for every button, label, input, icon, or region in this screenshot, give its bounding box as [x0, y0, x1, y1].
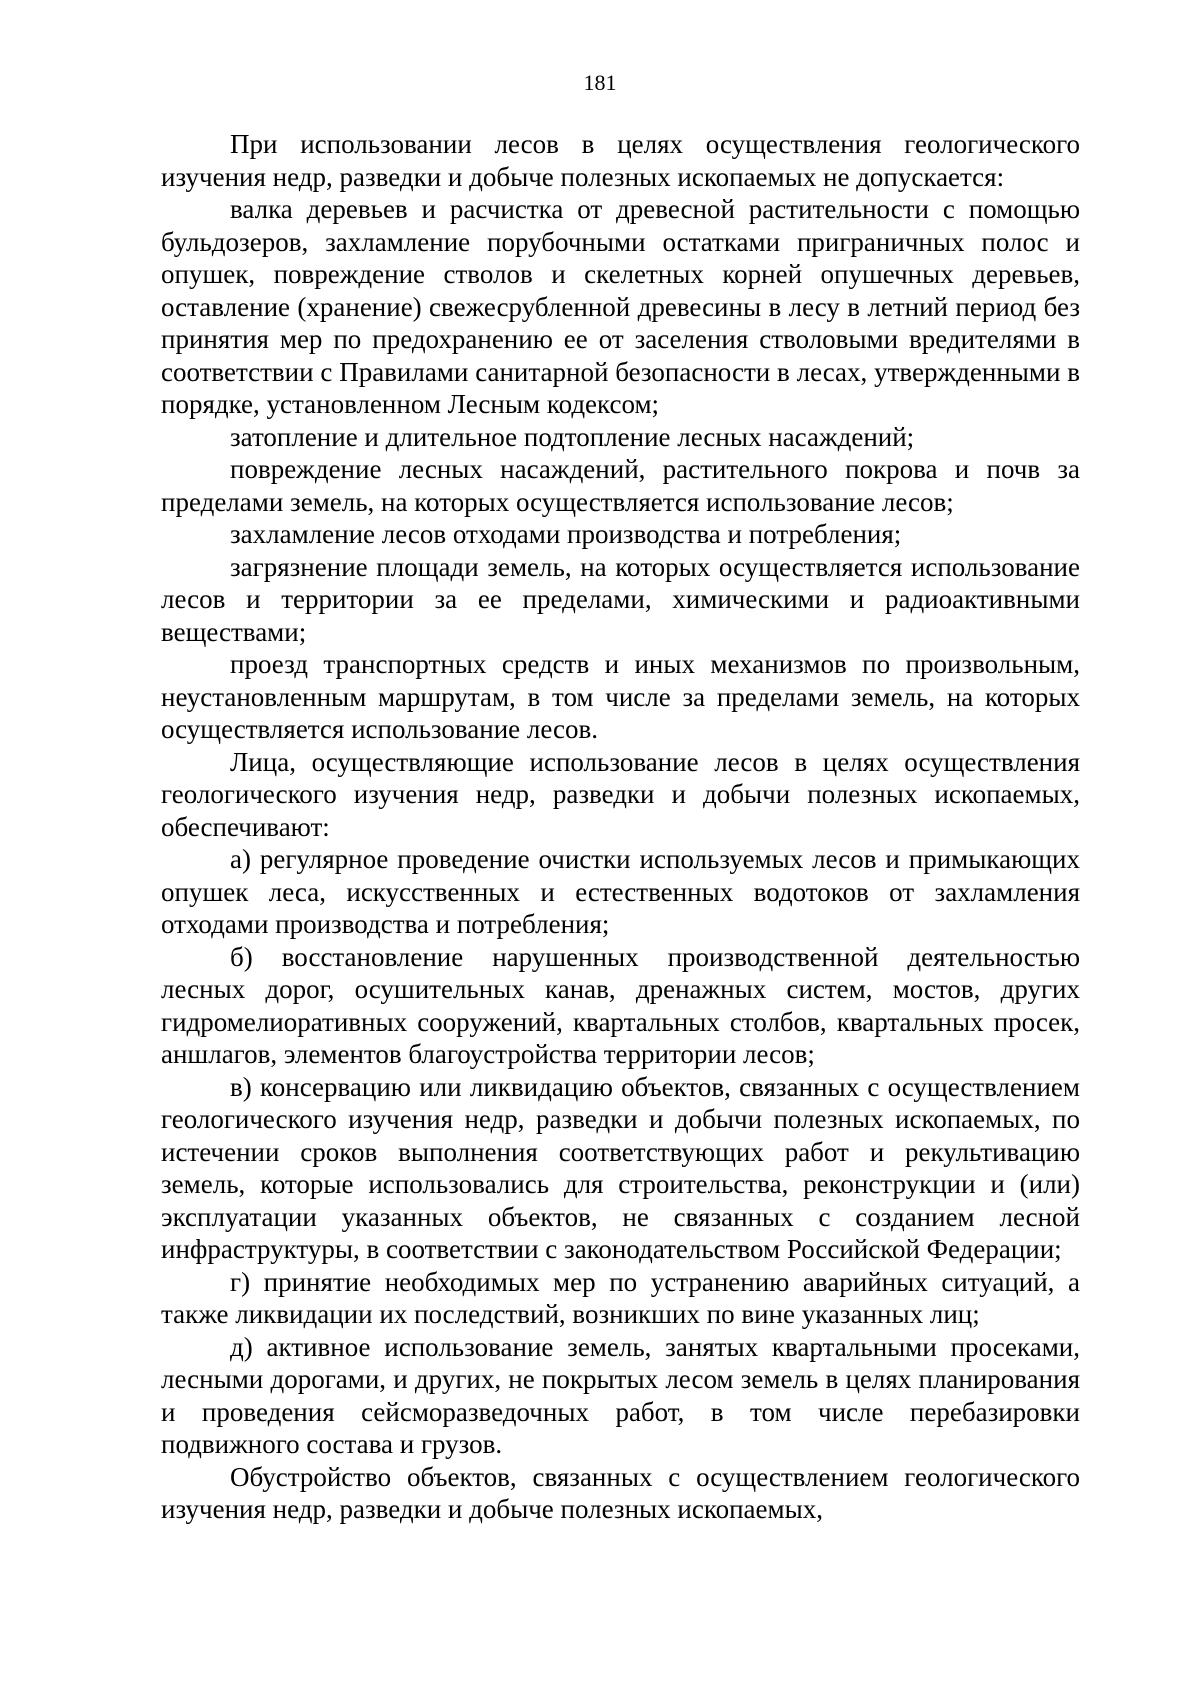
paragraph-construction: Обустройство объектов, связанных с осуществлением геологического изучения недр, разведки и добыче полезных ископаемых, [161, 1461, 1080, 1524]
paragraph-littering: захламление лесов отходами производства и потребления; [230, 519, 902, 549]
paragraph-item-b: б) восстановление нарушенных производственной деятельностью лесных дорог, осушительных канав, дренажных систем, мостов, других гидромелиоративных сооружений, квартальных столбов, квартальных просек, аншлагов, элементов благоустройства территории лесов; [161, 941, 1080, 1069]
paragraph-item-a: а) регулярное проведение очистки используемых лесов и примыкающих опушек леса, искусственных и естественных водотоков от захламления отходами производства и потребления; [161, 844, 1080, 939]
paragraph-flooding: затопление и длительное подтопление лесных насаждений; [230, 421, 915, 452]
paragraph-intro: При использовании лесов в целях осуществления геологического изучения недр, разведки и добыче полезных ископаемых не допускается: [161, 129, 1080, 192]
paragraph-damage: повреждение лесных насаждений, растительного покрова и почв за пределами земель, на которых осуществляется использование лесов; [161, 454, 1080, 517]
paragraph-item-g: г) принятие необходимых мер по устранению аварийных ситуаций, а также ликвидации их последствий, возникших по вине указанных лиц; [161, 1266, 1080, 1329]
paragraph-item-v: в) консервацию или ликвидацию объектов, связанных с осуществлением геологического изучения недр, разведки и добычи полезных ископаемых, по истечении сроков выполнения соответствующих работ и рекультивацию земель, которые использовались для строительства, реконструкции и (или) эксплуатации указанных объектов, не связанных с созданием лесной инфраструктуры, в соответствии с законодательством Российской Федерации; [161, 1071, 1080, 1264]
body-text [161, 128, 1080, 1526]
paragraph-item-d: д) активное использование земель, занятых квартальными просеками, лесными дорогами, и других, не покрытых лесом земель в целях планирования и проведения сейсморазведочных работ, в том числе перебазировки подвижного состава и грузов. [161, 1331, 1080, 1459]
paragraph-pollution: загрязнение площади земель, на которых осуществляется использование лесов и территории за ее пределами, химическими и радиоактивными веществами; [161, 551, 1080, 647]
paragraph-felling: валка деревьев и расчистка от древесной растительности с помощью бульдозеров, захламление порубочными остатками приграничных полос и опушек, повреждение стволов и скелетных корней опушечных деревьев, оставление (хранение) свежесрубленной древесины в лесу в летний период без принятия мер по предохранению ее от заселения стволовыми вредителями в соответствии с Правилами санитарной безопасности в лесах, утвержденными в порядке, установленном Лесным кодексом; [161, 194, 1080, 419]
page-number: 181 [583, 70, 617, 95]
paragraph-obligations: Лица, осуществляющие использование лесов в целях осуществления геологического изучения недр, разведки и добычи полезных ископаемых, обеспечивают: [161, 746, 1080, 842]
paragraph-vehicles: проезд транспортных средств и иных механизмов по произвольным, неустановленным маршрутам, в том числе за пределами земель, на которых осуществляется использование лесов. [161, 649, 1080, 744]
